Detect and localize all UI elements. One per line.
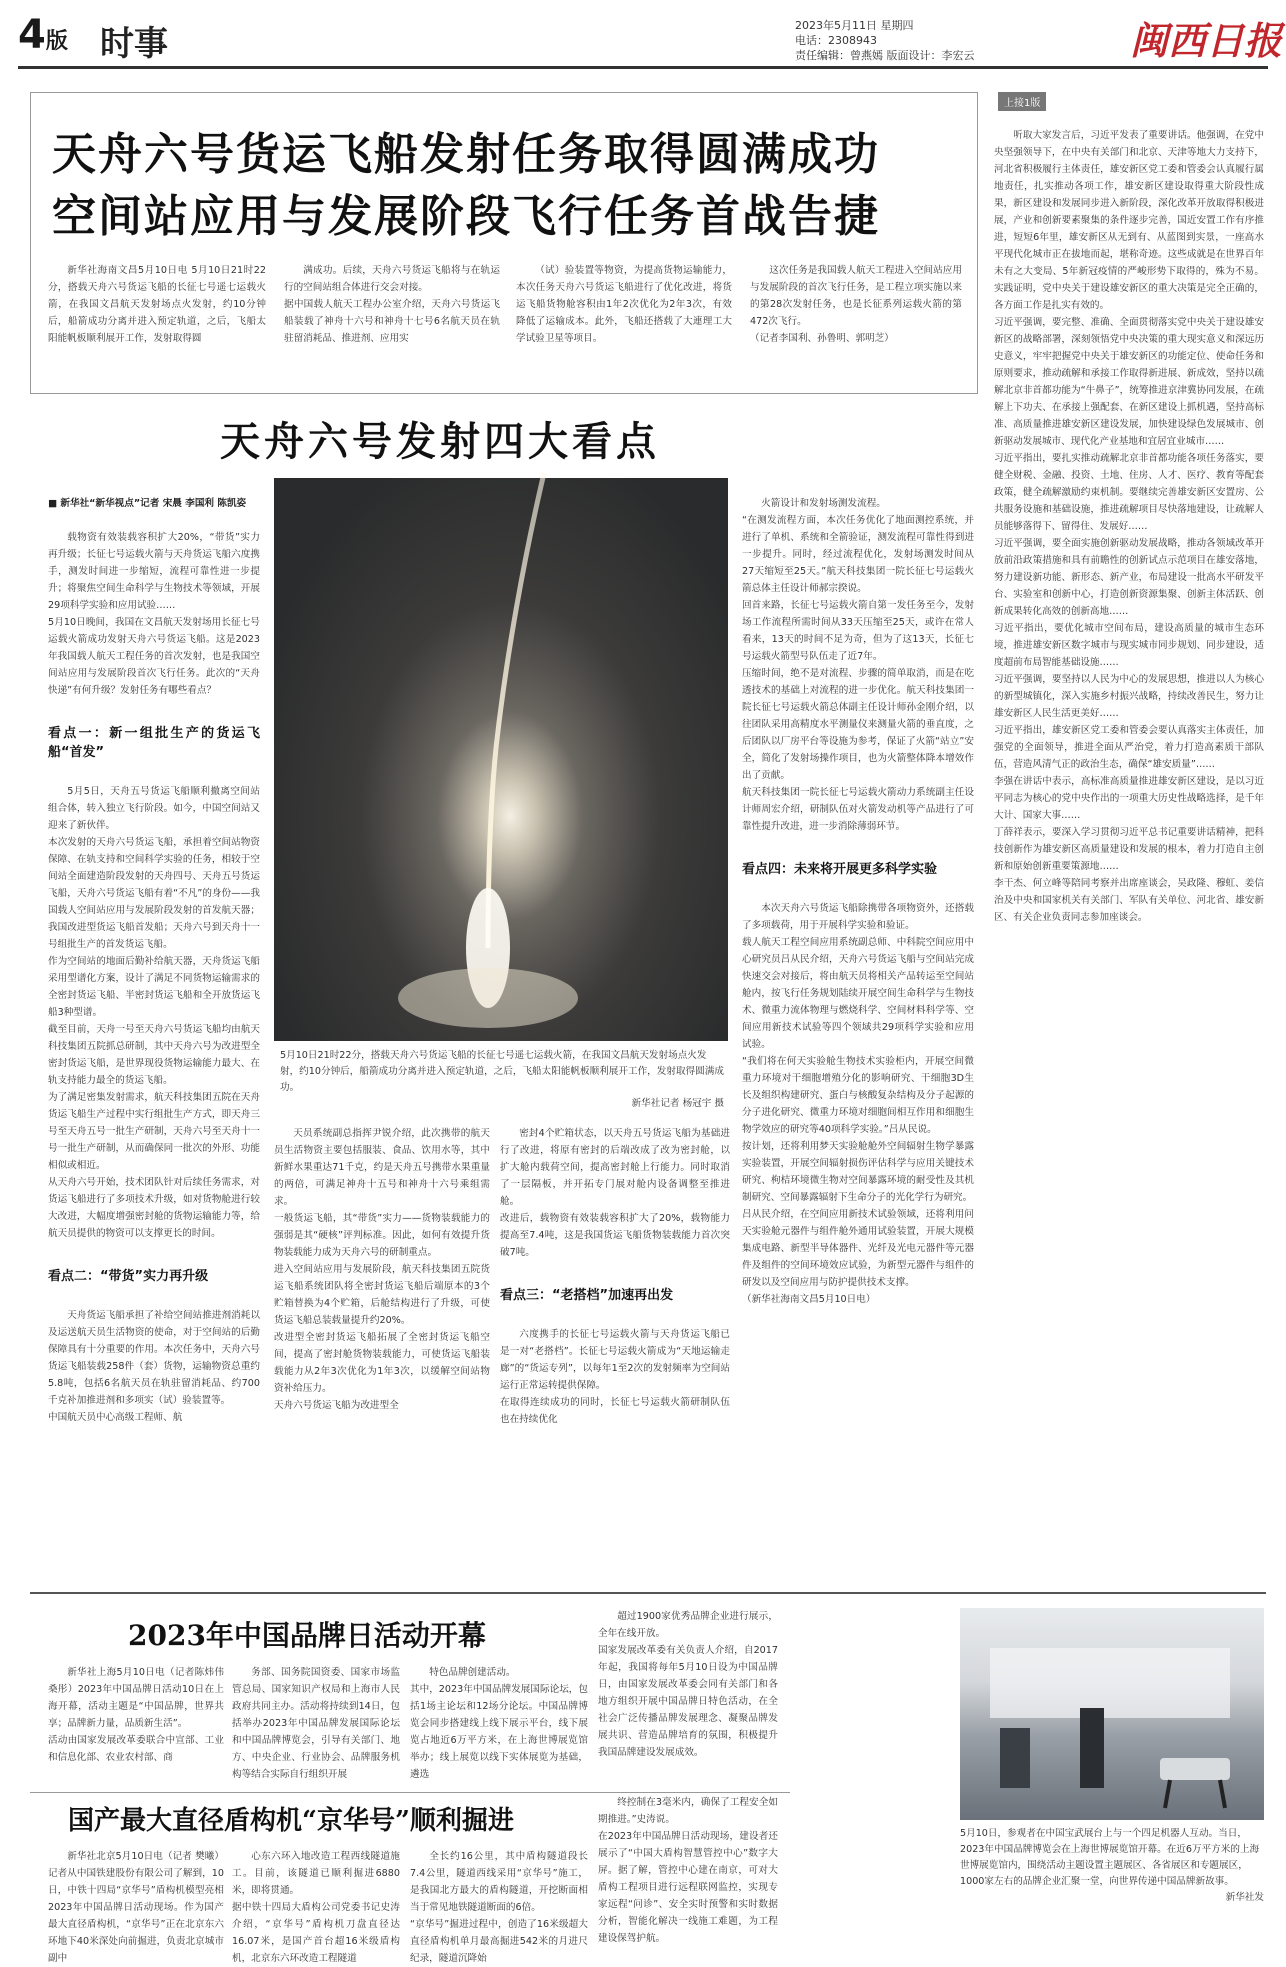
- feature-right-text: 火箭设计和发射场测发流程。 “在测发流程方面，本次任务优化了地面测控系统，并进行了单机、系统和全箭验证，测发流程可靠性得到进一步提升。同时，经过流程优化，发射场测发时间从27天缩短至25天。”航天科技集团一院长征七号运载火箭总体主任设计师郝宗揆说。 回首来路，长征七号运载火箭自第一发任务至今，发射场工作流程所需时间从33天压缩至25天，或许在常人看来，13天的时间不足为奇，但为了这13天，长征七号运载火箭型号队伍走了近7年。 压缩时间，绝不是对流程、步骤的简单取消，而是在吃透技术的基础上对流程的进一步优化。航天科技集团一院长征七号运载火箭总体副主任设计师孙金刚介绍，以往团队采用高精度水平测量仪来测量火箭的垂直度，之后团队以厂房平台等设施为参考，保证了火箭“站立”安全，简化了发射场操作项目，也为火箭整体降本增效作出了贡献。 航天科技集团一院长征七号运载火箭动力系统副主任设计师周宏介绍，研制队伍对火箭发动机等产品进行了可靠性提升改进，进一步消除薄弱环节。: [742, 498, 974, 832]
- page-number-digit: 4: [18, 12, 46, 58]
- tbm-col-3: [410, 1848, 588, 1964]
- subhead-4: 看点四：未来将开展更多科学实验: [742, 862, 938, 877]
- date-line: 2023年5月11日 星期四: [795, 19, 914, 32]
- subhead-1: 看点一：新一组批生产的货运飞船“首发”: [48, 726, 260, 760]
- brand-col-3-text: 特色品牌创建活动。 其中，2023年中国品牌发展国际论坛，包括1场主论坛和12场分论坛。中国品牌博览会同步搭建线上线下展示平台，线下展览占地近6万平方米，在上海世博展览馆举办；线上展览以线下实体展览为基础，遴选: [410, 1667, 588, 1780]
- page-number: [18, 12, 68, 58]
- tbm-col-4-text: 终控制在3毫米内，确保了工程安全如期推进。”史涛说。 在2023年中国品牌日活动现场，建设者还展示了“中国大盾构智慧管控中心”数字大屏。据了解，管控中心建在南京，可对大盾构工程项目进行远程联网监控，实现专家远程“问诊”、安全实时预警和实时数据分析，智能化解决一线施工难题，为工程建设保驾护航。: [598, 1797, 778, 1944]
- tbm-rule: [30, 1792, 790, 1793]
- brand-col-2: [232, 1664, 400, 1782]
- lead-col-3: [516, 262, 732, 382]
- launch-photo-credit: 新华社记者 杨冠宇 摄: [631, 1098, 724, 1109]
- editor-line: 责任编辑：曾燕嫣 版面设计：李宏云: [795, 49, 975, 62]
- lead-col-1-text: 新华社海南文昌5月10日电 5月10日21时22分，搭载天舟六号货运飞船的长征七号遥七运载火箭，在我国文昌航天发射场点火发射，约10分钟后，船箭成功分离并进入预定轨道，之后，飞船太阳能帆板顺利展开工作，发射取得圆: [48, 265, 266, 344]
- tbm-col-2: [232, 1848, 400, 1964]
- bottom-section-rule: [30, 1592, 1266, 1594]
- expo-photo: [960, 1608, 1264, 1820]
- tbm-col-3-text: 全长约16公里，其中盾构隧道段长7.4公里，隧道西线采用“京华号”施工，是我国北方最大的盾构隧道，开挖断面相当于常见地铁隧道断面的6倍。 “京华号”掘进过程中，创造了16米级超大直径盾构机单月最高掘进542米的月进尺纪录，隧道沉降始: [410, 1851, 588, 1964]
- expo-caption-text: 5月10日，参观者在中国宝武展台上与一个四足机器人互动。当日，2023年中国品牌博览会在上海世博展览馆开幕。在近6万平方米的上海世博展览馆内，围绕活动主题设置主题展区、各省展区和专题展区，1000家左右的品牌企业汇聚一堂，向世界传递中国品牌新故事。: [960, 1828, 1260, 1887]
- lead-headline-1: 天舟六号货运飞船发射任务取得圆满成功: [52, 129, 880, 180]
- newspaper-logo: 闽西日报: [1130, 18, 1283, 63]
- feature-left-column: [48, 478, 260, 1588]
- feature-center-col-b: [500, 1108, 730, 1588]
- brand-col-4: [598, 1608, 778, 1782]
- feature-headline: 天舟六号发射四大看点: [220, 418, 660, 465]
- feature-intro: 载物资有效装载容积扩大20%，“带货”实力再升级；长征七号运载火箭与天舟货运飞船六度携手，测发时间进一步缩短，流程可靠性进一步提升；将聚焦空间生命科学与生物技术等领域，开展29项科学实验和应用试验…… 5月10日晚间，我国在文昌航天发射场用长征七号运载火箭成功发射天舟六号货运飞船。这是2023年我国载人航天工程任务的首次发射，也是我国空间站应用与发展阶段首次飞行任务。此次的“天舟快递”有何升级？发射任务有哪些看点？: [48, 532, 260, 696]
- subhead-3: 看点三：“老搭档”加速再出发: [500, 1288, 674, 1303]
- right-column-text: 听取大家发言后，习近平发表了重要讲话。他强调，在党中央坚强领导下，在中央有关部门和北京、天津等地大力支持下，河北省积极履行主体责任，雄安新区党工委和管委会认真履行属地责任，扎实推动各项工作，雄安新区建设取得重大阶段性成果，新区建设和发展同步进入新阶段，深化改革开放取得积极进展，产业和创新要素聚集的条件逐步完善，国近安置工作有序推进，短短6年里，雄安新区从无到有、从蓝图到实景，一座高水平现代化城市正在拔地而起，堪称奇迹。这些成就是在世界百年未有之大变局、5年新冠疫情的严峻形势下取得的，殊为不易。实践证明，党中央关于建设雄安新区的重大决策是完全正确的，各方面工作是扎实有效的。 习近平强调，要完整、准确、全面贯彻落实党中央关于建设雄安新区的战略部署，深刻领悟党中央决策的重大现实意义和深远历史意义，牢牢把握党中央关于雄安新区的功能定位、使命任务和原则要求，推动疏解和承接工作取得新进展、新成效，坚持以疏解北京非首都功能为“牛鼻子”，统筹推进京津冀协同发展，在疏解上下功夫、在承接上强配套、在新区建设上抓机遇，坚持高标准、高质量推进雄安新区建设发展，加快建设绿色发展城市、创新驱动发展城市、现代化产业基地和宜居宜业城市…… 习近平指出，要扎实推动疏解北京非首都功能各项任务落实，要健全财税、金融、投资、土地、住房、人才、医疗、教育等配套政策，健全疏解激励约束机制。要继续完善雄安新区安置房、公共服务设施和基础设施，推进疏解项目尽快落地建设，让疏解人员能够落得下、留得住、发展好…… 习近平强调，要全面实施创新驱动发展战略，推动各领域改革开放前沿政策措施和具有前瞻性的创新试点示范项目在雄安落地，努力建设新功能、新形态、新产业，布局建设一批高水平研发平台、实验室和创新中心，打造创新资源集聚、创新主体活跃、创新成果转化高效的创新高地…… 习近平指出，要优化城市空间布局，建设高质量的城市生态环境，推进雄安新区数字城市与现实城市同步规划、同步建设，适度超前布局智能基础设施…… 习近平强调，要坚持以人民为中心的发展思想，推进以人为核心的新型城镇化，深入实施乡村振兴战略，持续改善民生，努力让雄安新区人民生活更美好…… 习近平指出，雄安新区党工委和管委会要认真落实主体责任，加强党的全面领导，推进全面从严治党，着力打造高素质干部队伍，营造风清气正的政治生态，确保“雄安质量”…… 李强在讲话中表示，高标准高质量推进雄安新区建设，是以习近平同志为核心的党中央作出的一项重大历史性战略选择，是千年大计、国家大事…… 丁薛祥表示，要深入学习贯彻习近平总书记重要讲话精神，把科技创新作为雄安新区高质量建设和发展的根本，着力打造自主创新和原始创新重要策源地…… 李干杰、何立峰等陪同考察并出席座谈会，吴政隆、穆虹、姜信治及中央和国家机关有关部门、军队有关单位、河北省、雄安新区、有关企业负责同志参加座谈会。: [994, 130, 1264, 923]
- tbm-col-4: [598, 1794, 778, 1948]
- section-title: 时事: [100, 24, 168, 64]
- rocket-trail-icon: [274, 478, 728, 1041]
- subhead-1-text: 5月5日，天舟五号货运飞船顺利撤离空间站组合体，转入独立飞行阶段。如今，中国空间站又迎来了新伙伴。 本次发射的天舟六号货运飞船，承担着空间站物资保障、在轨支持和空间科学实验的任务，相较于空间站全面建造阶段发射的天舟四号、天舟五号货运飞船，天舟六号货运飞船有着“不凡”的身份——我国载人空间站应用与发展阶段发射的首发航天器；我国改进型货运飞船首发船；天舟六号到天舟十一号组批生产的首发货运飞船。 作为空间站的地面后勤补给航天器，天舟货运飞船采用型谱化方案，设计了满足不同货物运输需求的全密封货运飞船、半密封货运飞船和全开放货运飞船3种型谱。 截至目前，天舟一号至天舟六号货运飞船均由航天科技集团五院抓总研制，其中天舟六号为改进型全密封货运飞船，是世界现役货物运输能力最大、在轨支持能力最全的货运飞船。 为了满足密集发射需求，航天科技集团五院在天舟货运飞船生产过程中实行组批生产方式，即天舟三号至天舟五号一批生产研制，天舟六号至天舟十一号一批生产研制，从而确保同一批次的外形、功能相似或相近。 从天舟六号开始，技术团队针对后续任务需求，对货运飞船进行了多项技术升级，如对货物舱进行较大改进，大幅度增强密封舱的货物运输能力等，给航天员提供的物资可以支撑更长的时间。: [48, 786, 260, 1239]
- tbm-col-1: [48, 1848, 224, 1964]
- tbm-col-2-text: 心东六环入地改造工程西线隧道施工。目前，该隧道已顺利掘进6880米，即将贯通。 据中铁十四局大盾构公司党委书记史涛介绍，“京华号”盾构机刀盘直径达16.07米，是国产首台超16米级盾构机，北京东六环改造工程隧道: [232, 1851, 400, 1964]
- robot-dog-icon: [960, 1608, 1264, 1820]
- subhead-4-text: 本次天舟六号货运飞船除携带各项物资外，还搭载了多项载荷，用于开展科学实验和验证。 载人航天工程空间应用系统副总师、中科院空间应用中心研究员吕从民介绍，天舟六号货运飞船与空间站完成快速交会对接后，将由航天员将相关产品转运至空间站舱内，按飞行任务规划陆续开展空间生命科学与生物技术、微重力流体物理与燃烧科学、空间材料科学等、空间应用新技术试验等四个领域共29项科学实验和应用试验。 “我们将在何天实验舱生物技术实验柜内，开展空间微重力环境对干细胞增殖分化的影响研究、干细胞3D生长及组织构建研究、蛋白与核酸复杂结构及分子起源的分子进化研究、微重力环境对细胞间相互作用和细胞生物学效应的研究等40项科学实验。”吕从民说。 按计划，还将利用梦天实验舱舱外空间辐射生物学暴露实验装置，开展空间辐射损伤评估科学与应用关键技术研究、枸桔环境微生物对空间暴露环境的耐受性及其机制研究、空间暴露辐射下生命分子的光化学行为研究。 吕从民介绍，在空间应用新技术试验领域，还将利用问天实验舱元器件与组件舱外通用试验装置，开展大规模集成电路、新型半导体器件、光纤及光电元器件等元器件及组件的空间环境效应试验，为新型元器件与组件的研发以及空间应用与防护提供技术支撑。 （新华社海南文昌5月10日电）: [742, 903, 974, 1305]
- feature-center-col-b-text: 密封4个贮箱状态，以天舟五号货运飞船为基础进行了改进，将原有密封的后端改成了改为密封舱，以扩大舱内载荷空间，提高密封舱上行能力。同时取消了一层隔板，并开拓专门展对舱内设备调整至推进舱。 改进后，载物资有效装载容积扩大了20%，载物能力提高至7.4吨，这是我国货运飞船货物装载能力首次突破7吨。: [500, 1128, 730, 1258]
- brand-col-4-text: 超过1900家优秀品牌企业进行展示，全年在线开放。 国家发展改革委有关负责人介绍，自2017年起，我国将每年5月10日设为中国品牌日，由国家发展改革委会同有关部门和各地方组织开展中国品牌日特色活动，在全社会广泛传播品牌发展理念、凝聚品牌发展共识、营造品牌培育的氛围，积极提升我国品牌建设发展成效。: [598, 1611, 778, 1758]
- brand-col-2-text: 务部、国务院国资委、国家市场监管总局、国家知识产权局和上海市人民政府共同主办。活动将持续到14日，包括举办2023年中国品牌发展国际论坛和中国品牌博览会，引导有关部门、地方、中央企业、行业协会、品牌服务机构等结合实际自行组织开展: [232, 1667, 400, 1780]
- subhead-2: 看点二：“带货”实力再升级: [48, 1269, 209, 1284]
- lead-col-4-text: 这次任务是我国载人航天工程进入空间站应用与发展阶段的首次飞行任务，是工程立项实施以来的第28次发射任务，也是长征系列运载火箭的第472次飞行。 （记者李国利、孙鲁明、郭明芝）: [750, 265, 962, 344]
- tbm-col-1-text: 新华社北京5月10日电（记者 樊曦）记者从中国铁建股份有限公司了解到，10日，中铁十四局“京华号”盾构机模型亮相2023年中国品牌日活动现场。作为国产最大直径盾构机，“京华号”正在北京东六环地下40米深处向前掘进，负责北京城市副中: [48, 1851, 224, 1964]
- right-column-story: [994, 110, 1264, 1580]
- brand-day-headline: 2023年中国品牌日活动开幕: [128, 1619, 486, 1652]
- brand-col-1: [48, 1664, 224, 1782]
- lead-col-3-text: （试）验装置等物资，为提高货物运输能力，本次任务天舟六号货运飞船进行了优化改进，将货运飞船货物舱容积由1年2次优化为2年3次，有效降低了运输成本。此外，飞船还搭载了大連理工大学试验卫星等项目。: [516, 265, 732, 344]
- subhead-2-text: 天舟货运飞船承担了补给空间站推进剂消耗以及运送航天员生活物资的使命，对于空间站的后勤保障具有十分重要的作用。本次任务中，天舟六号货运飞船装载258件（套）货物，运输物资总重约5.8吨，包括6名航天员在轨驻留消耗品、约700千克补加推进剂和多项实（试）验装置等。 中国航天员中心高级工程师、航: [48, 1310, 260, 1423]
- feature-right-column: [742, 478, 974, 1588]
- lead-col-2-text: 满成功。后续，天舟六号货运飞船将与在轨运行的空间站组合体进行交会对接。 据中国载人航天工程办公室介绍，天舟六号货运飞船装载了神舟十六号和神舟十七号6名航天员在轨驻留消耗品、推进剂、应用实: [284, 265, 500, 344]
- launch-caption-text: 5月10日21时22分，搭载天舟六号货运飞船的长征七号遥七运载火箭，在我国文昌航天发射场点火发射，约10分钟后，船箭成功分离并进入预定轨道，之后，飞船太阳能帆板顺利展开工作，发射取得圆满成功。: [280, 1050, 724, 1093]
- lead-col-2: [284, 262, 500, 382]
- header-rule: [18, 66, 1268, 69]
- feature-center-col-a-text: 天员系统副总指挥尹锐介绍，此次携带的航天员生活物资主要包括服装、食品、饮用水等，其中新鲜水果重达71千克，约是天舟五号携带水果重量的两倍，可满足神舟十五号和神舟十六号乘组需求。 一般货运飞船，其“带货”实力——货物装载能力的强弱是其“硬核”评判标准。因此，如何有效提升货物装载能力成为天舟六号的研制重点。 进入空间站应用与发展阶段，航天科技集团五院货运飞船系统团队将全密封货运飞船后端原本的3个贮箱替换为4个贮箱，后舱结构进行了升级，可使货运飞船总装载量提升约20%。 改进型全密封货运飞船拓展了全密封货运飞船空间，提高了密封舱货物装载能力，可使货运飞船装载能力从2年3次优化为1年3次，以缓解空间站物资补给压力。 天舟六号货运飞船为改进型全: [274, 1128, 490, 1411]
- rocket-launch-photo: [274, 478, 728, 1041]
- masthead-meta: [795, 18, 975, 63]
- expo-photo-caption: [960, 1826, 1264, 1906]
- expo-photo-credit: 新华社发: [1225, 1892, 1264, 1903]
- brand-col-3: [410, 1664, 588, 1782]
- tbm-headline: 国产最大直径盾构机“京华号”顺利掘进: [68, 1806, 514, 1836]
- page-number-suffix: 版: [45, 29, 68, 54]
- brand-col-1-text: 新华社上海5月10日电（记者陈炜伟 桑彤）2023年中国品牌日活动10日在上海开幕，活动主题是“中国品牌，世界共享；品牌新力量，品质新生活”。 活动由国家发展改革委联合中宣部、工业和信息化部、农业农村部、商: [48, 1667, 224, 1763]
- lead-headline-2: 空间站应用与发展阶段飞行任务首战告捷: [52, 191, 880, 242]
- feature-byline: ■ 新华社“新华视点”记者 宋晨 李国利 陈凯姿: [48, 498, 247, 509]
- continued-tag: 上接1版: [998, 92, 1046, 111]
- lead-col-1: [48, 262, 266, 382]
- launch-photo-caption: [280, 1048, 724, 1112]
- lead-col-4: [750, 262, 962, 382]
- feature-center-col-a: [274, 1108, 490, 1588]
- subhead-3-text: 六度携手的长征七号运载火箭与天舟货运飞船已是一对“老搭档”。长征七号运载火箭成为“天地运输走廊”的“货运专列”，以每年1至2次的发射频率为空间站运行正常运转提供保障。 在取得连续成功的同时，长征七号运载火箭研制队伍也在持续优化: [500, 1329, 730, 1425]
- phone-line: 电话：2308943: [795, 34, 877, 47]
